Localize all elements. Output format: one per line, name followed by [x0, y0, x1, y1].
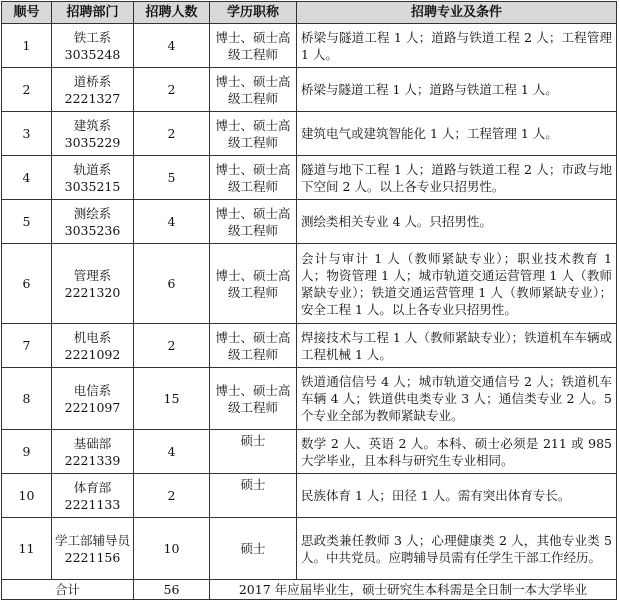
dept-name: 电信系 — [73, 382, 112, 398]
row-count: 10 — [134, 518, 210, 580]
row-dept — [52, 24, 134, 68]
footer-label: 合计 — [2, 580, 134, 600]
row-no: 5 — [2, 200, 52, 244]
row-no: 1 — [2, 24, 52, 68]
row-edu: 博士、硕士高级工程师 — [210, 368, 297, 430]
row-conditions: 桥梁与隧道工程 1 人；道路与铁道工程 2 人；工程管理 1 人。 — [297, 24, 617, 68]
row-no: 3 — [2, 112, 52, 156]
row-edu: 硕士 — [210, 518, 297, 580]
row-conditions: 数学 2 人、英语 2 人。本科、硕士必须是 211 或 985 大学毕业，且本科与研究生专业相同。 — [297, 430, 617, 474]
row-dept — [52, 430, 134, 474]
row-count: 15 — [134, 368, 210, 430]
row-count: 2 — [134, 112, 210, 156]
recruitment-table — [1, 1, 617, 600]
dept-name: 道桥系 — [73, 73, 112, 89]
row-no: 11 — [2, 518, 52, 580]
dept-code: 3035248 — [64, 46, 121, 62]
header-count: 招聘人数 — [134, 2, 210, 24]
row-edu: 博士、硕士高级工程师 — [210, 200, 297, 244]
row-dept — [52, 112, 134, 156]
header-no: 顺号 — [2, 2, 52, 24]
header-conditions: 招聘专业及条件 — [297, 2, 617, 24]
table-row — [2, 156, 617, 200]
dept-code: 3035215 — [64, 178, 121, 194]
table-row — [2, 474, 617, 518]
dept-name: 基础部 — [73, 435, 112, 451]
row-count: 4 — [134, 200, 210, 244]
dept-code: 2221133 — [64, 496, 121, 512]
table-row — [2, 244, 617, 324]
row-conditions: 铁道通信信号 4 人；城市轨道交通信号 2 人；铁道机车车辆 4 人；铁道供电类专业 3 人；通信类专业 2 人。5 个专业全部为教师紧缺专业。 — [297, 368, 617, 430]
dept-name: 轨道系 — [73, 161, 112, 177]
row-conditions: 民族体育 1 人；田径 1 人。需有突出体育专长。 — [297, 474, 617, 518]
header-row — [2, 2, 617, 24]
row-conditions: 桥梁与隧道工程 1 人；道路与铁道工程 1 人。 — [297, 68, 617, 112]
row-no: 9 — [2, 430, 52, 474]
dept-code: 2221327 — [64, 90, 121, 106]
dept-code: 2221097 — [64, 399, 121, 415]
row-dept — [52, 200, 134, 244]
table-row — [2, 324, 617, 368]
row-edu: 硕士 — [210, 474, 297, 518]
row-count: 2 — [134, 324, 210, 368]
row-no: 4 — [2, 156, 52, 200]
dept-name: 测绘系 — [73, 205, 112, 221]
table-row — [2, 112, 617, 156]
row-edu: 博士、硕士高级工程师 — [210, 244, 297, 324]
row-dept — [52, 156, 134, 200]
row-no: 8 — [2, 368, 52, 430]
row-conditions: 测绘类相关专业 4 人。只招男性。 — [297, 200, 617, 244]
dept-name: 铁工系 — [73, 29, 112, 45]
table-row — [2, 430, 617, 474]
dept-code: 3035229 — [64, 134, 121, 150]
row-count: 2 — [134, 474, 210, 518]
dept-name: 学工部辅导员 — [54, 532, 130, 548]
row-edu: 博士、硕士高级工程师 — [210, 324, 297, 368]
table-row — [2, 24, 617, 68]
row-edu: 博士、硕士高级工程师 — [210, 24, 297, 68]
row-conditions: 焊接技术与工程 1 人（教师紧缺专业）；铁道机车车辆或工程机械 1 人。 — [297, 324, 617, 368]
row-conditions: 思政类兼任教师 3 人；心理健康类 2 人，其他专业类 5 人。中共党员。应聘辅导员需有任学生干部工作经历。 — [297, 518, 617, 580]
table-row — [2, 200, 617, 244]
row-conditions: 会计与审计 1 人（教师紧缺专业）；职业技术教育 1 人；物资管理 1 人；城市轨道交通运营管理 1 人（教师紧缺专业）；铁道交通运营管理 1 人（教师紧缺专业）；安全工程 1 人。以上各专业只招男性。 — [297, 244, 617, 324]
row-edu: 硕士 — [210, 430, 297, 474]
row-dept — [52, 68, 134, 112]
row-edu: 博士、硕士高级工程师 — [210, 112, 297, 156]
header-dept: 招聘部门 — [52, 2, 134, 24]
dept-name: 建筑系 — [73, 117, 112, 133]
header-edu: 学历职称 — [210, 2, 297, 24]
dept-code: 3035236 — [64, 222, 121, 238]
row-no: 7 — [2, 324, 52, 368]
row-conditions: 建筑电气或建筑智能化 1 人；工程管理 1 人。 — [297, 112, 617, 156]
table-row — [2, 368, 617, 430]
row-edu: 博士、硕士高级工程师 — [210, 68, 297, 112]
row-dept — [52, 474, 134, 518]
dept-name: 机电系 — [73, 329, 112, 345]
dept-code: 2221339 — [64, 452, 121, 468]
row-count: 4 — [134, 24, 210, 68]
row-conditions: 隧道与地下工程 1 人；道路与铁道工程 2 人；市政与地下空间 2 人。以上各专业只招男性。 — [297, 156, 617, 200]
row-count: 4 — [134, 430, 210, 474]
row-count: 6 — [134, 244, 210, 324]
dept-code: 2221092 — [64, 346, 121, 362]
row-no: 10 — [2, 474, 52, 518]
row-dept — [52, 518, 134, 580]
dept-name: 体育部 — [73, 479, 112, 495]
row-dept — [52, 368, 134, 430]
row-dept — [52, 244, 134, 324]
footer-note: 2017 年应届毕业生，硕士研究生本科需是全日制一本大学毕业 — [210, 580, 617, 600]
table-row — [2, 68, 617, 112]
dept-code: 2221156 — [64, 549, 121, 565]
row-count: 2 — [134, 68, 210, 112]
footer-row — [2, 580, 617, 600]
row-edu: 博士、硕士高级工程师 — [210, 156, 297, 200]
dept-code: 2221320 — [64, 284, 121, 300]
footer-total: 56 — [134, 580, 210, 600]
row-count: 5 — [134, 156, 210, 200]
row-no: 6 — [2, 244, 52, 324]
dept-name: 管理系 — [73, 267, 112, 283]
row-no: 2 — [2, 68, 52, 112]
row-dept — [52, 324, 134, 368]
table-row — [2, 518, 617, 580]
